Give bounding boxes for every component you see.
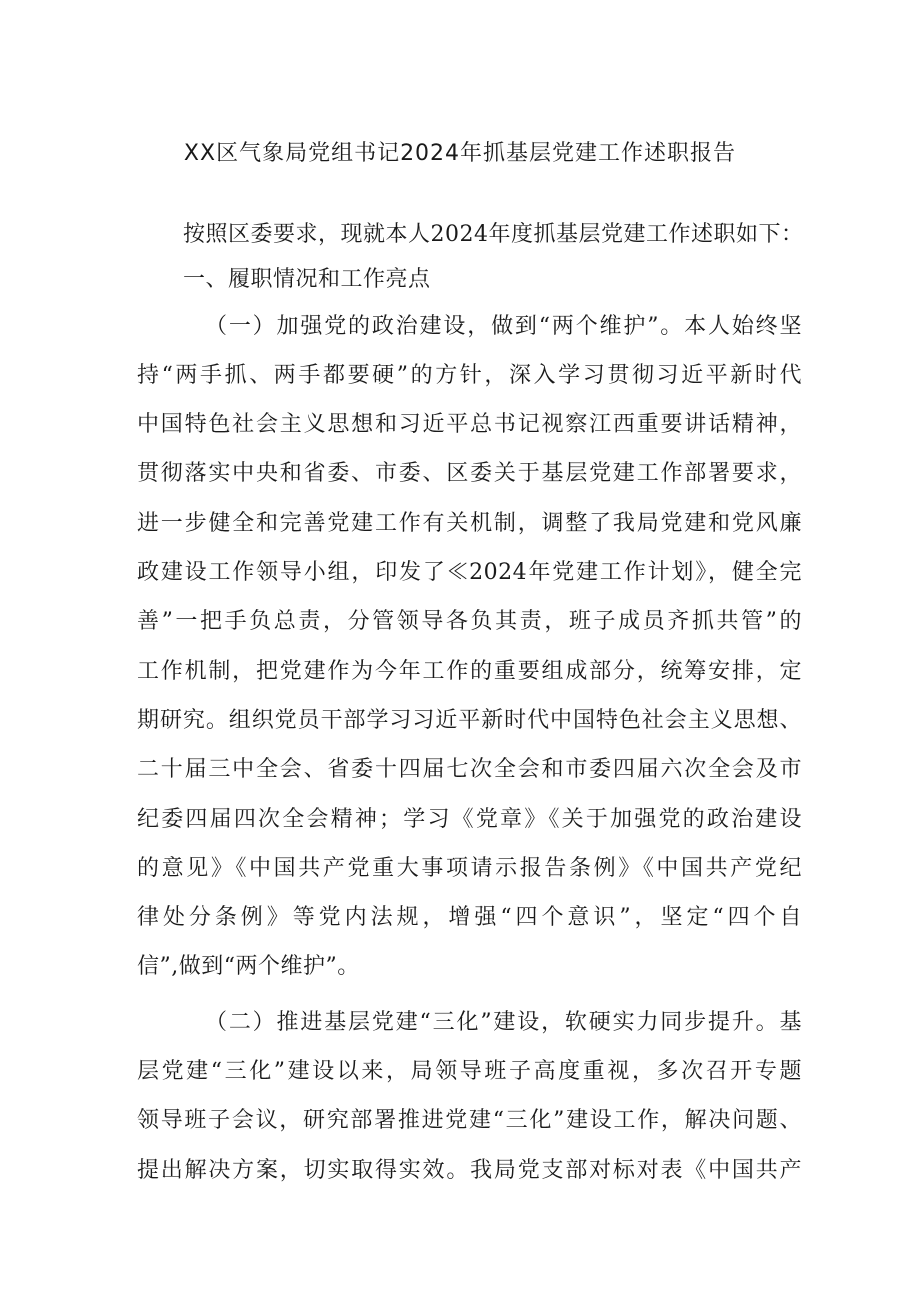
- paragraph-line: 领导班子会议，研究部署推进党建“三化”建设工作，解决问题、: [137, 1108, 802, 1134]
- paragraph-line: 纪委四届四次全会精神；学习《党章》《关于加强党的政治建设: [137, 806, 802, 832]
- paragraph-line: 政建设工作领导小组，印发了≪2024年党建工作计划》，健全完: [137, 560, 802, 586]
- paragraph-line: 层党建“三化”建设以来，局领导班子高度重视，多次召开专题: [137, 1059, 802, 1085]
- paragraph-intro-line: 按照区委要求，现就本人2024年度抓基层党建工作述职如下：: [183, 222, 804, 247]
- paragraph-line: 中国特色社会主义思想和习近平总书记视察江西重要讲话精神，: [137, 412, 802, 438]
- paragraph-subsection-2: [137, 998, 802, 1195]
- paragraph-line: 提出解决方案，切实取得实效。我局党支部对标对表《中国共产: [137, 1157, 802, 1183]
- paragraph-line: 善”一把手负总责，分管领导各负其责，班子成员齐抓共管”的: [137, 609, 802, 635]
- paragraph-subsection-1: [137, 302, 802, 992]
- paragraph-line: 信”,做到“两个维护”。: [137, 954, 360, 980]
- paragraph-line: 工作机制，把党建作为今年工作的重要组成部分，统筹安排，定: [137, 658, 802, 684]
- section-heading: 一、履职情况和工作亮点: [183, 267, 431, 293]
- document-title: XX区气象局党组书记2024年抓基层党建工作述职报告: [183, 141, 737, 166]
- paragraph-line: 持“两手抓、两手都要硬”的方针，深入学习贯彻习近平新时代: [137, 362, 802, 388]
- paragraph-line: 贯彻落实中央和省委、市委、区委关于基层党建工作部署要求，: [137, 461, 802, 487]
- paragraph-line: 二十届三中全会、省委十四届七次全会和市委四届六次全会及市: [137, 757, 802, 783]
- paragraph-line: 期研究。组织党员干部学习习近平新时代中国特色社会主义思想、: [137, 707, 802, 733]
- paragraph-line: 律处分条例》等党内法规，增强“四个意识”，坚定“四个自: [137, 905, 802, 931]
- paragraph-line: 的意见》《中国共产党重大事项请示报告条例》《中国共产党纪: [137, 855, 802, 881]
- paragraph-line: （二）推进基层党建“三化”建设，软硬实力同步提升。基: [205, 1009, 802, 1035]
- paragraph-line: 进一步健全和完善党建工作有关机制，调整了我局党建和党风廉: [137, 510, 802, 536]
- document-body: [137, 210, 802, 1195]
- paragraph-line: （一）加强党的政治建设，做到“两个维护”。本人始终坚: [205, 313, 802, 339]
